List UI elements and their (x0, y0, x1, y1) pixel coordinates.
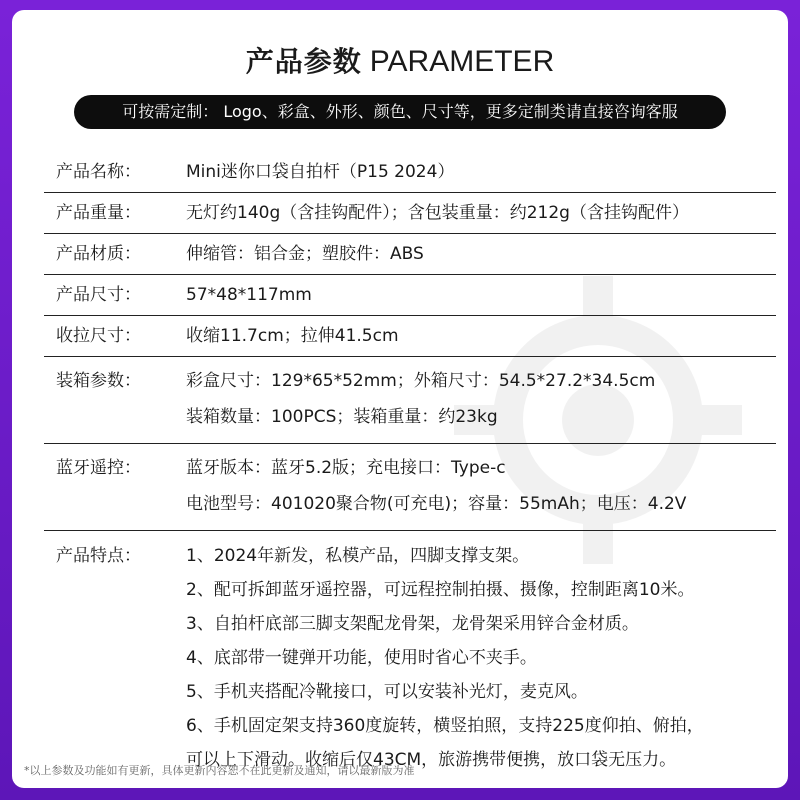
title-english: PARAMETER (369, 45, 555, 78)
feature-line: 4、底部带一键弹开功能，使用时省心不夹手。 (186, 648, 537, 668)
spec-value (186, 275, 312, 315)
feature-line: 6、手机固定架支持360度旋转，横竖拍照，支持225度仰拍、俯拍， (186, 716, 704, 736)
spec-label: 收拉尺寸： (56, 326, 141, 346)
feature-line: 5、手机夹搭配冷靴接口，可以安装补光灯，麦克风。 (186, 682, 588, 702)
spec-row-material (44, 234, 776, 275)
spec-value (186, 234, 424, 274)
feature-line: 可以上下滑动。收缩后仅43CM，旅游携带便携，放口袋无压力。 (186, 750, 677, 770)
spec-value (186, 152, 454, 192)
page-title (12, 40, 788, 80)
spec-row-features (44, 531, 776, 777)
spec-value (186, 193, 689, 233)
spec-label: 产品重量： (56, 203, 141, 223)
spec-line: 无灯约140g（含挂钩配件）；含包装重量：约212g（含挂钩配件） (186, 203, 689, 223)
feature-line: 2、配可拆卸蓝牙遥控器，可远程控制拍摄、摄像，控制距离10米。 (186, 580, 695, 600)
spec-row-packing (44, 357, 776, 444)
spec-line: 彩盒尺寸：129*65*52mm；外箱尺寸：54.5*27.2*34.5cm (186, 371, 656, 391)
spec-label: 产品尺寸： (56, 285, 141, 305)
spec-card (12, 10, 788, 788)
customization-banner: 可按需定制： Logo、彩盒、外形、颜色、尺寸等，更多定制类请直接咨询客服 (74, 95, 726, 129)
spec-row-extension (44, 316, 776, 357)
spec-line: 蓝牙版本：蓝牙5.2版；充电接口：Type-c (186, 458, 506, 478)
spec-label: 装箱参数： (56, 371, 141, 391)
spec-value (186, 450, 686, 522)
spec-label: 产品名称： (56, 162, 141, 182)
spec-row-size (44, 275, 776, 316)
title-chinese: 产品参数 (245, 45, 362, 78)
spec-label: 产品特点： (56, 546, 141, 566)
spec-line: 收缩11.7cm；拉伸41.5cm (186, 326, 399, 346)
spec-value (186, 316, 399, 356)
footnote: *以上参数及功能如有更新，具体更新内容恕不在此更新及通知，请以最新版为准 (24, 764, 415, 777)
spec-value (186, 363, 655, 435)
feature-line: 3、自拍杆底部三脚支架配龙骨架，龙骨架采用锌合金材质。 (186, 614, 639, 634)
feature-line: 1、2024年新发，私模产品，四脚支撑支架。 (186, 546, 530, 566)
spec-line: 57*48*117mm (186, 285, 312, 305)
spec-line: Mini迷你口袋自拍杆（P15 2024） (186, 162, 455, 182)
spec-label: 蓝牙遥控： (56, 458, 141, 478)
spec-row-bluetooth (44, 444, 776, 531)
spec-value (186, 539, 704, 777)
spec-line: 装箱数量：100PCS；装箱重量：约23kg (186, 407, 498, 427)
spec-label: 产品材质： (56, 244, 141, 264)
spec-row-name (44, 152, 776, 193)
spec-line: 伸缩管：铝合金；塑胶件：ABS (186, 244, 424, 264)
spec-row-weight (44, 193, 776, 234)
spec-table (44, 152, 776, 777)
spec-line: 电池型号：401020聚合物(可充电)；容量：55mAh；电压：4.2V (186, 494, 687, 514)
